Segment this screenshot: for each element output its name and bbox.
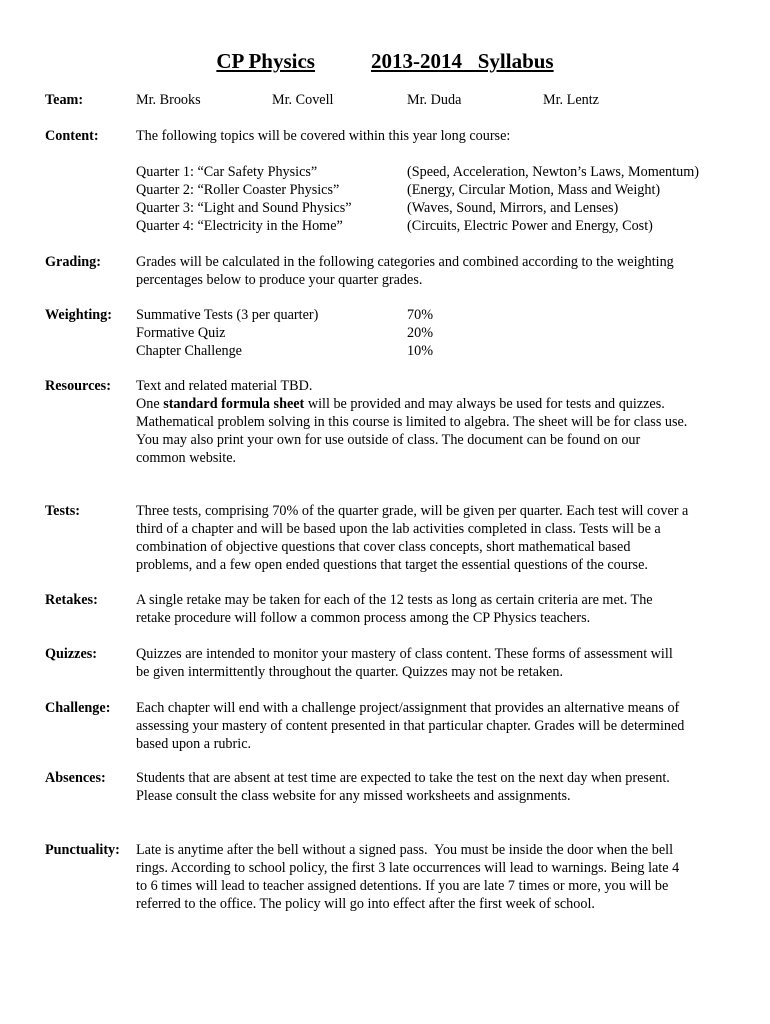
team-member: Mr. Lentz bbox=[543, 92, 599, 108]
paragraph-line: rings. According to school policy, the first 3 late occurrences will lead to warnings. Being late 4 bbox=[136, 860, 680, 876]
text-run: will be provided and may always be used for tests and quizzes. bbox=[304, 396, 665, 412]
quizzes-label: Quizzes: bbox=[45, 646, 98, 662]
paragraph-line: Students that are absent at test time are expected to take the test on the next day when present. bbox=[136, 770, 670, 786]
paragraph-line: be given intermittently throughout the quarter. Quizzes may not be retaken. bbox=[136, 664, 564, 680]
paragraph-line: assessing your mastery of content presented in that particular chapter. Grades will be determined bbox=[136, 718, 685, 734]
paragraph-line: problems, and a few open ended questions that target the essential questions of the course. bbox=[136, 557, 648, 573]
weighting-row bbox=[136, 324, 728, 342]
quarter-topics: (Speed, Acceleration, Newton’s Laws, Momentum) bbox=[407, 164, 699, 180]
paragraph-line bbox=[136, 395, 728, 413]
paragraph-line: You may also print your own for use outside of class. The document can be found on our bbox=[136, 432, 641, 448]
paragraph-line: Mathematical problem solving in this course is limited to algebra. The sheet will be for class use. bbox=[136, 414, 688, 430]
text-run: One bbox=[136, 396, 164, 412]
weighting-row bbox=[136, 306, 728, 324]
retakes-text bbox=[136, 591, 728, 627]
challenge-label: Challenge: bbox=[45, 700, 111, 716]
quarter-name: Quarter 3: “Light and Sound Physics” bbox=[136, 200, 352, 216]
quarter-name: Quarter 1: “Car Safety Physics” bbox=[136, 164, 318, 180]
quizzes-text bbox=[136, 645, 728, 681]
paragraph-line: Please consult the class website for any missed worksheets and assignments. bbox=[136, 788, 571, 804]
content-label: Content: bbox=[45, 128, 99, 144]
quarter-row bbox=[136, 199, 728, 217]
punctuality-text bbox=[136, 841, 728, 913]
weighting-percent: 10% bbox=[407, 343, 434, 359]
weighting-category: Chapter Challenge bbox=[136, 343, 242, 359]
paragraph-line: based upon a rubric. bbox=[136, 736, 252, 752]
paragraph-line: combination of objective questions that cover class concepts, short mathematical based bbox=[136, 539, 631, 555]
paragraph-line: common website. bbox=[136, 450, 237, 466]
absences-text bbox=[136, 769, 728, 805]
quarter-topics: (Waves, Sound, Mirrors, and Lenses) bbox=[407, 200, 619, 216]
grading-label: Grading: bbox=[45, 254, 101, 270]
formula-sheet-emphasis: standard formula sheet bbox=[163, 396, 305, 412]
paragraph-line: Quizzes are intended to monitor your mastery of class content. These forms of assessment will bbox=[136, 646, 673, 662]
weighting-row bbox=[136, 342, 728, 360]
quarter-topics: (Circuits, Electric Power and Energy, Cost) bbox=[407, 218, 653, 234]
paragraph-line: third of a chapter and will be based upon the lab activities completed in class. Tests will be a bbox=[136, 521, 661, 537]
weighting-percent: 20% bbox=[407, 325, 434, 341]
paragraph-line: Grades will be calculated in the following categories and combined according to the weighting bbox=[136, 254, 674, 270]
document-title bbox=[0, 48, 770, 74]
paragraph-line: A single retake may be taken for each of the 12 tests as long as certain criteria are met. The bbox=[136, 592, 653, 608]
weighting-list bbox=[136, 306, 728, 360]
paragraph-line: Text and related material TBD. bbox=[136, 378, 313, 394]
tests-label: Tests: bbox=[45, 503, 80, 519]
paragraph-line: referred to the office. The policy will go into effect after the first week of school. bbox=[136, 896, 595, 912]
quarter-row bbox=[136, 163, 728, 181]
grading-text bbox=[136, 253, 728, 289]
team-label: Team: bbox=[45, 92, 84, 108]
quarter-name: Quarter 2: “Roller Coaster Physics” bbox=[136, 182, 340, 198]
team-member: Mr. Covell bbox=[272, 92, 334, 108]
quarter-name: Quarter 4: “Electricity in the Home” bbox=[136, 218, 343, 234]
paragraph-line: Each chapter will end with a challenge project/assignment that provides an alternative means of bbox=[136, 700, 680, 716]
tests-text bbox=[136, 502, 728, 574]
course-title: CP Physics bbox=[216, 49, 315, 73]
resources-text bbox=[136, 377, 728, 467]
content-intro-block bbox=[136, 127, 728, 145]
quarter-topics: (Energy, Circular Motion, Mass and Weight) bbox=[407, 182, 661, 198]
punctuality-label: Punctuality: bbox=[45, 842, 120, 858]
quarter-row bbox=[136, 181, 728, 199]
absences-label: Absences: bbox=[45, 770, 106, 786]
team-section bbox=[136, 91, 728, 109]
paragraph-line: Late is anytime after the bell without a signed pass. You must be inside the door when the bell bbox=[136, 842, 674, 858]
team-member: Mr. Duda bbox=[407, 92, 462, 108]
challenge-text bbox=[136, 699, 728, 753]
resources-label: Resources: bbox=[45, 378, 111, 394]
paragraph-line: to 6 times will lead to teacher assigned detentions. If you are late 7 times or more, you will be bbox=[136, 878, 669, 894]
content-intro: The following topics will be covered within this year long course: bbox=[136, 128, 511, 144]
weighting-percent: 70% bbox=[407, 307, 434, 323]
paragraph-line: Three tests, comprising 70% of the quarter grade, will be given per quarter. Each test will cover a bbox=[136, 503, 689, 519]
weighting-category: Summative Tests (3 per quarter) bbox=[136, 307, 319, 323]
quarter-list bbox=[136, 163, 728, 235]
weighting-label: Weighting: bbox=[45, 307, 113, 323]
quarter-row bbox=[136, 217, 728, 235]
retakes-label: Retakes: bbox=[45, 592, 98, 608]
paragraph-line: percentages below to produce your quarter grades. bbox=[136, 272, 423, 288]
team-member: Mr. Brooks bbox=[136, 92, 201, 108]
syllabus-year: 2013-2014 Syllabus bbox=[370, 49, 554, 73]
weighting-category: Formative Quiz bbox=[136, 325, 226, 341]
paragraph-line: retake procedure will follow a common process among the CP Physics teachers. bbox=[136, 610, 591, 626]
